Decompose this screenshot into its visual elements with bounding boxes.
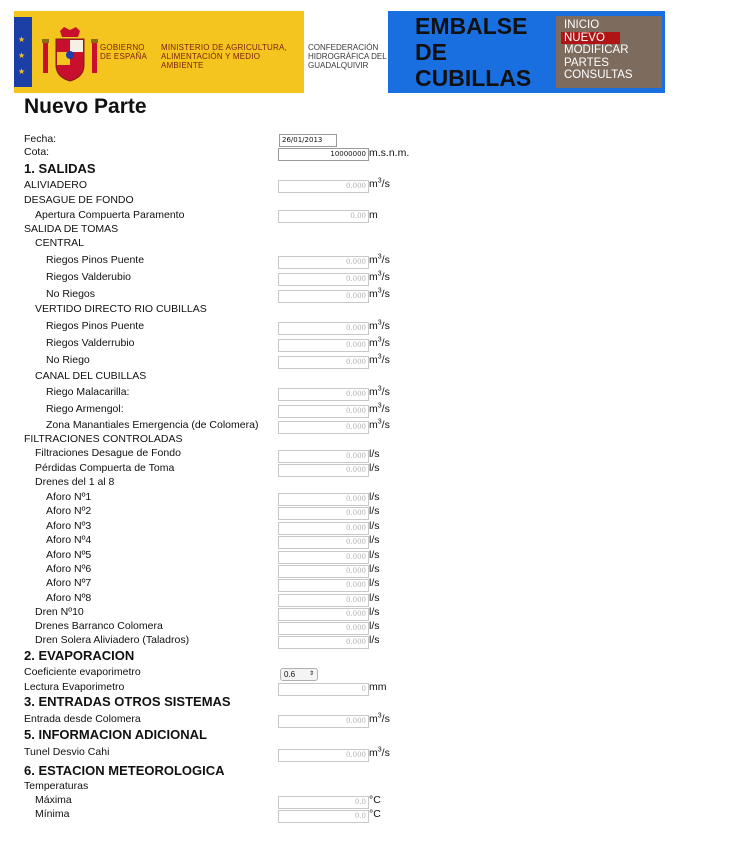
filtraciones-title: FILTRACIONES CONTROLADAS [24, 433, 183, 445]
unit-text: /s [381, 254, 390, 266]
central-row-label: No Riegos [46, 288, 96, 300]
aforo-input[interactable]: 0.000 [278, 565, 369, 578]
unit-exponent: 3 [377, 177, 382, 185]
page-title: Nuevo Parte [24, 95, 147, 118]
star-icon: ★ [18, 35, 26, 44]
vertido-row-label: Riegos Valderrubio [46, 337, 135, 349]
nav-modificar[interactable]: MODIFICAR [564, 44, 629, 56]
canal-row-input[interactable]: 0.000 [278, 405, 369, 418]
ministerio-text: MINISTERIO DE AGRICULTURA, ALIMENTACIÓN Y MEDIO AMBIENTE [161, 43, 287, 70]
coef-evaporimetro-label: Coeficiente evaporimetro [24, 666, 141, 678]
central-row-input[interactable]: 0.000 [278, 256, 369, 269]
unit-ls: l/s [369, 491, 380, 503]
aforo-label: Aforo Nº2 [46, 505, 92, 517]
drenes-title: Drenes del 1 al 8 [35, 476, 115, 488]
unit-ls: l/s [369, 620, 380, 632]
section-evaporacion-title: 2. EVAPORACION [24, 648, 135, 663]
unit-text: m [369, 386, 378, 398]
filtraciones-row-label: Pérdidas Compuerta de Toma [35, 462, 175, 474]
star-icon: ★ [18, 51, 26, 60]
unit-ls: l/s [369, 634, 380, 646]
unit-text: m [369, 320, 378, 332]
nav-nuevo[interactable]: NUEVO [561, 32, 620, 45]
unit-text: m [369, 254, 378, 266]
apertura-input[interactable]: 0.00 [278, 210, 369, 223]
unit-text: m [369, 354, 378, 366]
dren-extra-input[interactable]: 0.000 [278, 636, 369, 649]
temp-maxima-label: Máxima [35, 794, 72, 806]
vertido-row-input[interactable]: 0.000 [278, 322, 369, 335]
star-icon: ★ [18, 67, 26, 76]
nav-consultas[interactable]: CONSULTAS [564, 69, 633, 81]
vertido-row-label: Riegos Pinos Puente [46, 320, 145, 332]
lectura-evaporimetro-label: Lectura Evaporimetro [24, 681, 125, 693]
unit-ls: l/s [369, 448, 380, 460]
aforo-input[interactable]: 0.000 [278, 522, 369, 535]
aforo-label: Aforo Nº3 [46, 520, 92, 532]
unit-exponent: 3 [377, 353, 382, 361]
confederacion-text: CONFEDERACIÓN HIDROGRÁFICA DEL GUADALQUIVIR [308, 43, 387, 70]
canal-row-label: Riego Malacarilla: [46, 386, 130, 398]
unit-text: /s [381, 747, 390, 759]
site-title-line: EMBALSE [415, 13, 528, 39]
unit-text: m [369, 419, 378, 431]
unit-exponent: 3 [377, 385, 382, 393]
vertido-row-label: No Riego [46, 354, 90, 366]
unit-m3s [369, 354, 390, 367]
aforo-input[interactable]: 0.000 [278, 507, 369, 520]
unit-ls: l/s [369, 534, 380, 546]
vertido-title: VERTIDO DIRECTO RIO CUBILLAS [35, 303, 207, 315]
unit-exponent: 3 [377, 253, 382, 261]
unit-text: /s [381, 271, 390, 283]
fecha-input[interactable]: 26/01/2013 [279, 134, 337, 147]
cota-input[interactable]: 10000000 [278, 148, 369, 161]
aforo-label: Aforo Nº5 [46, 549, 92, 561]
aforo-input[interactable]: 0.000 [278, 536, 369, 549]
aliviadero-input[interactable]: 0.000 [278, 180, 369, 193]
aforo-input[interactable]: 0.000 [278, 579, 369, 592]
coef-evaporimetro-value: 0.6 [284, 670, 296, 679]
nav-partes[interactable]: PARTES [564, 56, 609, 69]
central-row-label: Riegos Pinos Puente [46, 254, 145, 266]
aforo-label: Aforo Nº1 [46, 491, 92, 503]
filtraciones-row-input[interactable]: 0.000 [278, 450, 369, 463]
tunel-desvio-input[interactable]: 0.000 [278, 749, 369, 762]
canal-row-input[interactable]: 0.000 [278, 388, 369, 401]
unit-ls: l/s [369, 520, 380, 532]
unit-text: m [369, 288, 378, 300]
cota-unit: m.s.n.m. [369, 147, 410, 159]
vertido-row-input[interactable]: 0.000 [278, 356, 369, 369]
select-arrows-icon: ⇕ [308, 671, 314, 677]
salida-tomas-title: SALIDA DE TOMAS [24, 223, 119, 235]
vertido-row-input[interactable]: 0.000 [278, 339, 369, 352]
unit-ls: l/s [369, 606, 380, 618]
unit-exponent: 3 [377, 418, 382, 426]
unit-m: m [369, 209, 378, 221]
dren-extra-label: Drenes Barranco Colomera [35, 620, 163, 632]
unit-text: /s [381, 178, 390, 190]
unit-text: m [369, 271, 378, 283]
aforo-label: Aforo Nº8 [46, 592, 92, 604]
unit-exponent: 3 [377, 336, 382, 344]
unit-text: m [369, 403, 378, 415]
unit-exponent: 3 [377, 402, 382, 410]
filtraciones-row-label: Filtraciones Desague de Fondo [35, 447, 181, 459]
canal-row-label: Riego Armengol: [46, 403, 124, 415]
site-title-line: CUBILLAS [415, 65, 532, 91]
unit-text: /s [381, 403, 390, 415]
central-row-input[interactable]: 0.000 [278, 290, 369, 303]
apertura-label: Apertura Compuerta Paramento [35, 209, 185, 221]
gobierno-espana-text: GOBIERNO DE ESPAÑA [100, 43, 147, 61]
entrada-colomera-input[interactable]: 0.000 [278, 715, 369, 728]
unit-ls: l/s [369, 577, 380, 589]
cota-label: Cota: [24, 146, 50, 158]
site-title-line: DE [415, 39, 447, 65]
unit-m3s [369, 178, 390, 191]
unit-ls: l/s [369, 505, 380, 517]
unit-celsius: °C [369, 808, 381, 820]
unit-m3s [369, 288, 390, 301]
central-row-input[interactable]: 0.000 [278, 273, 369, 286]
temp-minima-label: Mínima [35, 808, 70, 820]
unit-exponent: 3 [377, 287, 382, 295]
central-row-label: Riegos Valderubio [46, 271, 132, 283]
unit-m3s [369, 713, 390, 726]
aforo-label: Aforo Nº6 [46, 563, 92, 575]
unit-text: /s [381, 419, 390, 431]
unit-m3s [369, 271, 390, 284]
canal-row-label: Zona Manantiales Emergencia (de Colomera) [46, 419, 259, 431]
unit-m3s [369, 419, 390, 432]
aforo-input[interactable]: 0.000 [278, 594, 369, 607]
unit-m3s [369, 747, 390, 760]
dren-extra-label: Dren Nº10 [35, 606, 84, 618]
unit-ls: l/s [369, 549, 380, 561]
unit-ls: l/s [369, 563, 380, 575]
aforo-input[interactable]: 0.000 [278, 493, 369, 506]
desague-fondo-title: DESAGUE DE FONDO [24, 194, 134, 206]
central-title: CENTRAL [35, 237, 85, 249]
unit-exponent: 3 [377, 270, 382, 278]
lectura-evaporimetro-input[interactable]: 0 [278, 683, 369, 696]
unit-m3s [369, 320, 390, 333]
aforo-label: Aforo Nº7 [46, 577, 92, 589]
section-adicional-title: 5. INFORMACION ADICIONAL [24, 727, 207, 742]
unit-m3s [369, 254, 390, 267]
unit-exponent: 3 [377, 746, 382, 754]
canal-row-input[interactable]: 0.000 [278, 421, 369, 434]
coef-evaporimetro-select[interactable] [280, 668, 318, 681]
unit-ls: l/s [369, 592, 380, 604]
unit-mm: mm [369, 681, 387, 693]
temperaturas-title: Temperaturas [24, 780, 89, 792]
section-entradas-title: 3. ENTRADAS OTROS SISTEMAS [24, 694, 231, 709]
nav-inicio[interactable]: INICIO [564, 19, 600, 31]
unit-text: /s [381, 337, 390, 349]
entrada-colomera-label: Entrada desde Colomera [24, 713, 141, 725]
unit-text: m [369, 178, 378, 190]
unit-exponent: 3 [377, 712, 382, 720]
canal-title: CANAL DEL CUBILLAS [35, 370, 147, 382]
tunel-desvio-label: Tunel Desvio Cahi [24, 746, 110, 758]
unit-text: m [369, 747, 378, 759]
unit-text: m [369, 713, 378, 725]
unit-text: /s [381, 320, 390, 332]
dren-extra-input[interactable]: 0.000 [278, 622, 369, 635]
dren-extra-input[interactable]: 0.000 [278, 608, 369, 621]
fecha-label: Fecha: [24, 133, 57, 145]
unit-text: /s [381, 288, 390, 300]
unit-m3s [369, 386, 390, 399]
unit-text: /s [381, 354, 390, 366]
aforo-input[interactable]: 0.000 [278, 551, 369, 564]
unit-text: m [369, 337, 378, 349]
temp-minima-input[interactable]: 0.0 [278, 810, 369, 823]
unit-m3s [369, 337, 390, 350]
unit-m3s [369, 403, 390, 416]
section-salidas-title: 1. SALIDAS [24, 161, 96, 176]
unit-ls: l/s [369, 462, 380, 474]
temp-maxima-input[interactable]: 0.0 [278, 796, 369, 809]
unit-text: /s [381, 386, 390, 398]
unit-text: /s [381, 713, 390, 725]
aliviadero-label: ALIVIADERO [24, 179, 88, 191]
aforo-label: Aforo Nº4 [46, 534, 92, 546]
section-meteo-title: 6. ESTACION METEOROLOGICA [24, 763, 225, 778]
unit-celsius: °C [369, 794, 381, 806]
filtraciones-row-input[interactable]: 0.000 [278, 464, 369, 477]
dren-extra-label: Dren Solera Aliviadero (Taladros) [35, 634, 190, 646]
unit-exponent: 3 [377, 319, 382, 327]
